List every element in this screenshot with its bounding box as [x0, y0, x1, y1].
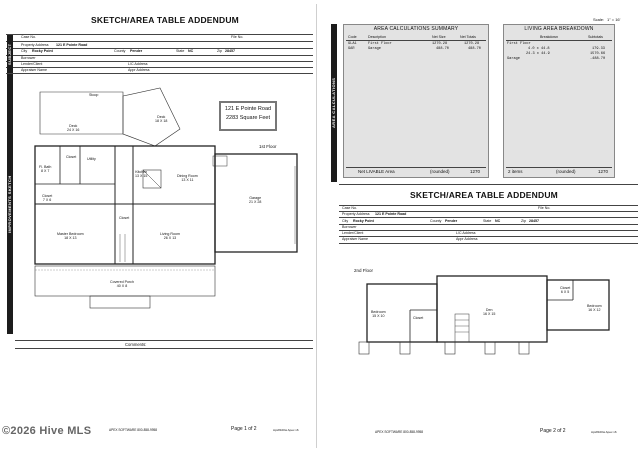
breakdown-total: 1270: [598, 169, 609, 174]
case-no-label: Case No.: [21, 35, 36, 39]
room-kitchen: Kitchen 13 X 15: [135, 170, 148, 178]
room-dining: Dining Room 13 X 11: [177, 174, 198, 182]
city: Rocky Point: [353, 219, 374, 223]
row-code: GAR: [348, 47, 355, 51]
row-description: First Floor: [368, 42, 392, 46]
property-address-label: Property Address: [342, 212, 370, 216]
state: NC: [188, 49, 194, 53]
row-description: Garage: [368, 47, 381, 51]
divider: [6, 55, 313, 56]
divider: [346, 40, 486, 41]
divider: [339, 230, 638, 231]
divider: [15, 340, 313, 341]
row-code: GLA1: [348, 42, 357, 46]
borrower-label: Borrower: [21, 56, 36, 60]
divider: [339, 184, 638, 185]
state-label: State: [483, 219, 492, 223]
floor-plan-2nd: [345, 272, 625, 372]
breakdown-row-calc: 4.0 x 44.8: [528, 47, 550, 51]
room-closet-3: Closet: [119, 216, 130, 220]
appraiser-label: Appraiser Name: [342, 237, 368, 241]
divider: [339, 217, 638, 218]
county: Pender: [445, 219, 458, 223]
form-id: Apx8100w Apex v6: [591, 430, 617, 434]
page-number: Page 1 of 2: [231, 426, 257, 432]
city-label: City: [21, 49, 28, 53]
breakdown-row-calc: 24.3 x 44.9: [526, 52, 550, 56]
room-stoop: Stoop: [89, 93, 99, 97]
room-closet: Closet: [413, 316, 424, 320]
living-area-breakdown: [503, 24, 615, 178]
room-closet-1: Closet: [66, 155, 77, 159]
col-net-totals: Net Totals: [460, 35, 476, 39]
county-label: County: [430, 219, 442, 223]
room-bedroom-2: Bedroom 16 X 12: [587, 304, 602, 312]
software-credit: APEX SOFTWARE 800-858-9958: [375, 430, 424, 434]
mls-watermark: ©2026 Hive MLS: [2, 425, 92, 437]
callout-sqft: 2283 Square Feet: [225, 115, 271, 121]
scale-value: 1" = 16': [607, 17, 621, 22]
area-summary-title: AREA CALCULATIONS SUMMARY: [373, 26, 459, 32]
zip-label: Zip: [521, 219, 526, 223]
room-garage: Garage 21 X 28: [249, 196, 262, 204]
county-label: County: [114, 49, 126, 53]
side-subject-label: SUBJECT: [7, 35, 13, 73]
col-code: Code: [348, 35, 357, 39]
scale-label: Scale:: [593, 17, 605, 22]
breakdown-row-label: Garage: [507, 57, 520, 61]
appraiser-label: Appraiser Name: [21, 68, 47, 72]
callout-address: 121 E Pointe Road: [224, 106, 272, 112]
divider: [6, 61, 313, 62]
divider: [346, 167, 486, 168]
case-no-label: Case No.: [342, 206, 357, 210]
divider: [15, 348, 313, 349]
breakdown-row-label: First Floor: [507, 42, 531, 46]
form-id: Apx8100w Apex v6: [273, 428, 299, 432]
room-den: Den 16 X 15: [483, 308, 496, 316]
property-address: 121 E Pointe Road: [375, 212, 407, 216]
col-breakdown: Breakdown: [540, 35, 558, 39]
addendum-page-1: [1, 4, 317, 448]
divider: [506, 40, 612, 41]
file-no-label: File No.: [538, 206, 551, 210]
comments-label: Comments:: [125, 342, 147, 347]
breakdown-row-value: 179.33: [592, 47, 605, 51]
room-bedroom-1: Bedroom 15 X 10: [371, 310, 386, 318]
net-livable-value: 1270: [470, 169, 481, 174]
row-size: 488.70: [436, 47, 449, 51]
col-subtotals: Subtotals: [588, 35, 603, 39]
divider: [6, 34, 313, 35]
breakdown-row-value: 1570.66: [590, 52, 606, 56]
address-callout: [219, 101, 277, 131]
state: NC: [495, 219, 501, 223]
row-size: 1270.28: [432, 42, 448, 46]
net-livable-label: Net LIVABLE Area: [358, 169, 395, 174]
col-net-size: Net Size: [432, 35, 446, 39]
city-label: City: [342, 219, 349, 223]
divider: [339, 243, 638, 244]
side-sketch-label: IMPROVEMENTS SKETCH: [7, 74, 13, 334]
divider: [6, 67, 313, 68]
lender-label: Lender/Client: [342, 231, 364, 235]
zip-label: Zip: [217, 49, 222, 53]
room-closet-2: Closet 6 X 5: [560, 286, 571, 294]
appr-address-label: Appr Address: [128, 68, 150, 72]
divider: [339, 224, 638, 225]
items-count: 2 items: [508, 169, 523, 174]
property-address-label: Property Address: [21, 43, 49, 47]
state-label: State: [176, 49, 185, 53]
room-bath: Fl. Bath 8 X 7: [39, 165, 52, 173]
room-deck: Deck 24 X 16: [67, 124, 80, 132]
breakdown-row-value: -488.70: [590, 57, 606, 61]
breakdown-title: LIVING AREA BREAKDOWN: [524, 26, 594, 32]
room-living: Living Room 26 X 13: [160, 232, 180, 240]
borrower-label: Borrower: [342, 225, 357, 229]
area-calculations-summary: [343, 24, 489, 178]
room-closet-2: Closet 7 X 6: [42, 194, 53, 202]
appr-address-label: Appr Address: [456, 237, 478, 241]
floor-label: 1st Floor: [259, 144, 277, 149]
col-description: Description: [368, 35, 386, 39]
lc-address-label: L/C Address: [128, 62, 148, 66]
file-no-label: File No.: [231, 35, 244, 39]
divider: [339, 205, 638, 206]
software-credit: APEX SOFTWARE 800-858-9958: [109, 428, 158, 432]
room-master-bedroom: Master Bedroom 18 X 13: [57, 232, 84, 240]
city: Rocky Point: [32, 49, 53, 53]
divider: [339, 236, 638, 237]
divider: [6, 41, 313, 42]
divider: [506, 167, 612, 168]
rounded-label: (rounded): [556, 169, 576, 174]
row-total: 488.70: [468, 47, 481, 51]
page-title: SKETCH/AREA TABLE ADDENDUM: [410, 190, 558, 200]
lc-address-label: L/C Address: [456, 231, 476, 235]
lender-label: Lender/Client: [21, 62, 43, 66]
county: Pender: [130, 49, 143, 53]
floor-label: 2nd Floor: [354, 268, 374, 273]
side-area-calculations: AREA CALCULATIONS: [331, 24, 337, 182]
zip: 28457: [225, 49, 235, 53]
room-covered-porch: Covered Porch 40 X 8: [110, 280, 134, 288]
row-total: 1270.28: [464, 42, 480, 46]
rounded-label: (rounded): [430, 169, 450, 174]
page-title: SKETCH/AREA TABLE ADDENDUM: [91, 15, 239, 25]
page-number: Page 2 of 2: [540, 428, 566, 434]
zip: 28457: [529, 219, 539, 223]
property-address: 121 E Pointe Road: [56, 43, 88, 47]
addendum-page-2: [325, 4, 640, 448]
room-utility: Utility: [87, 157, 96, 161]
room-deck-2: Deck 18 X 18: [155, 115, 168, 123]
